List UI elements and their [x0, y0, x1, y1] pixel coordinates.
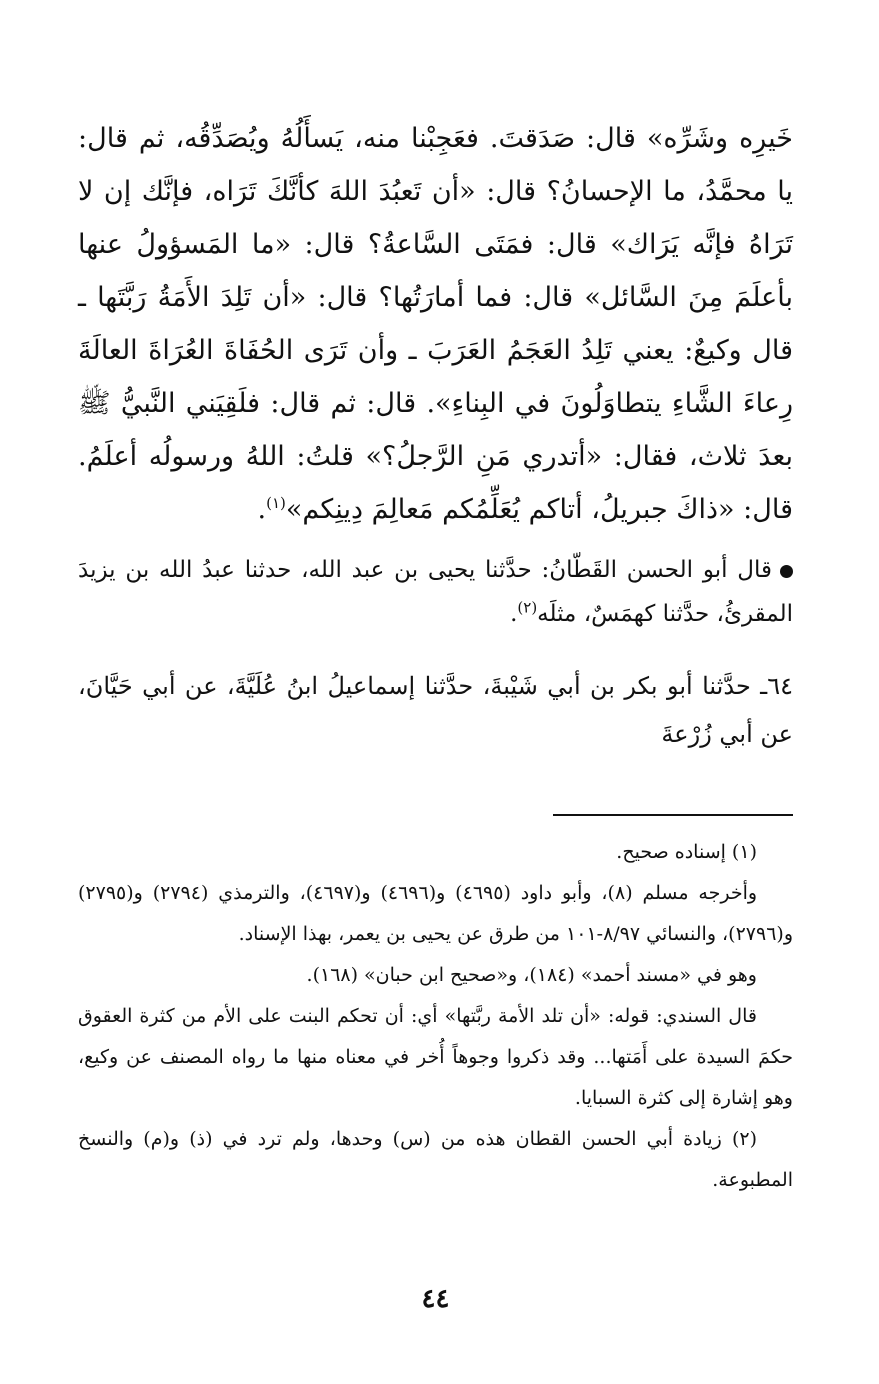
page-number: ٤٤ — [421, 1284, 450, 1314]
paragraph-end: . — [257, 494, 267, 525]
paragraph-end: . — [510, 601, 518, 627]
hadith-continuation-paragraph — [78, 112, 793, 536]
footnote-1-sources: وأخرجه مسلم (٨)، وأبو داود (٤٦٩٥) و(٤٦٩٦) و(٤٦٩٧)، والترمذي (٢٧٩٤) و(٢٧٩٥) و(٢٧٩٦)، والنسائي ٨/٩٧-١٠١ من طرق عن يحيى بن يعمر، بهذا الإسناد. — [78, 882, 793, 945]
footnote-separator — [553, 814, 793, 816]
bullet-icon — [780, 565, 793, 578]
hadith-64-text: ٦٤ـ حدَّثنا أبو بكر بن أبي شَيْبةَ، حدَّثنا إسماعيلُ ابنُ عُلَيَّةَ، عن أبي حَيَّانَ، عن أبي زُرْعةَ — [78, 672, 793, 748]
footnote-1-sindi: قال السندي: قوله: «أن تلد الأمة ربَّتها» أي: أن تحكم البنت على الأم من كثرة العقوق حكمَ السيدة على أَمَتها... وقد ذكروا وجوهاً أُخر في معناه منها ما رواه المصنف عن وكيع، وهو إشارة إلى كثرة السبايا. — [78, 1005, 793, 1109]
book-page — [78, 0, 793, 1384]
footnote-1-title: (١) إسناده صحيح. — [616, 841, 757, 863]
footnotes-section — [78, 832, 793, 1201]
main-text — [78, 112, 793, 758]
footnote-ref-1[interactable]: (١) — [266, 494, 286, 512]
chain-note-paragraph — [78, 548, 793, 636]
hadith-64-paragraph — [78, 662, 793, 758]
hadith-text: خَيرِه وشَرِّه» قال: صَدَقتَ. فعَجِبْنا منه، يَسأَلُهُ ويُصَدِّقُه، ثم قال: يا محمَّدُ، ما الإحسانُ؟ قال: «أن تَعبُدَ اللهَ كأنَّكَ تَرَاه، فإنَّك إن لا تَرَاهُ فإنَّه يَرَاك» قال: فمَتَى السَّاعةُ؟ قال: «ما المَسؤولُ عنها بأعلَمَ مِنَ السَّائل» قال: فما أمارَتُها؟ قال: «أن تَلِدَ الأَمَةُ رَبَّتَها ـ قال وكيعٌ: يعني تَلِدُ العَجَمُ العَرَبَ ـ وأن تَرَى الحُفَاةَ العُرَاةَ العالَةَ رِعاءَ الشَّاءِ يتطاوَلُونَ في البِناءِ». قال: ثم قال: فلَقِيَني النَّبيُّ ﷺ بعدَ ثلاث، فقال: «أتدري مَنِ الرَّجلُ؟» قلتُ: اللهُ ورسولُه أعلَمُ. قال: «ذاكَ جبريلُ، أتاكم يُعَلِّمُكم مَعالِمَ دِينِكم» — [78, 123, 793, 525]
chain-note-text: قال أبو الحسن القَطّانُ: حدَّثنا يحيى بن عبد الله، حدثنا عبدُ الله بن يزيدَ المقرئُ، حدَّثنا كهمَسٌ، مثلَه — [78, 557, 793, 627]
footnote-2: (٢) زيادة أبي الحسن القطان هذه من (س) وحدها، ولم ترد في (ذ) و(م) والنسخ المطبوعة. — [78, 1128, 793, 1191]
footnote-ref-2[interactable]: (٢) — [517, 598, 538, 617]
footnote-1-musnad: وهو في «مسند أحمد» (١٨٤)، و«صحيح ابن حبان» (١٦٨). — [306, 964, 757, 986]
